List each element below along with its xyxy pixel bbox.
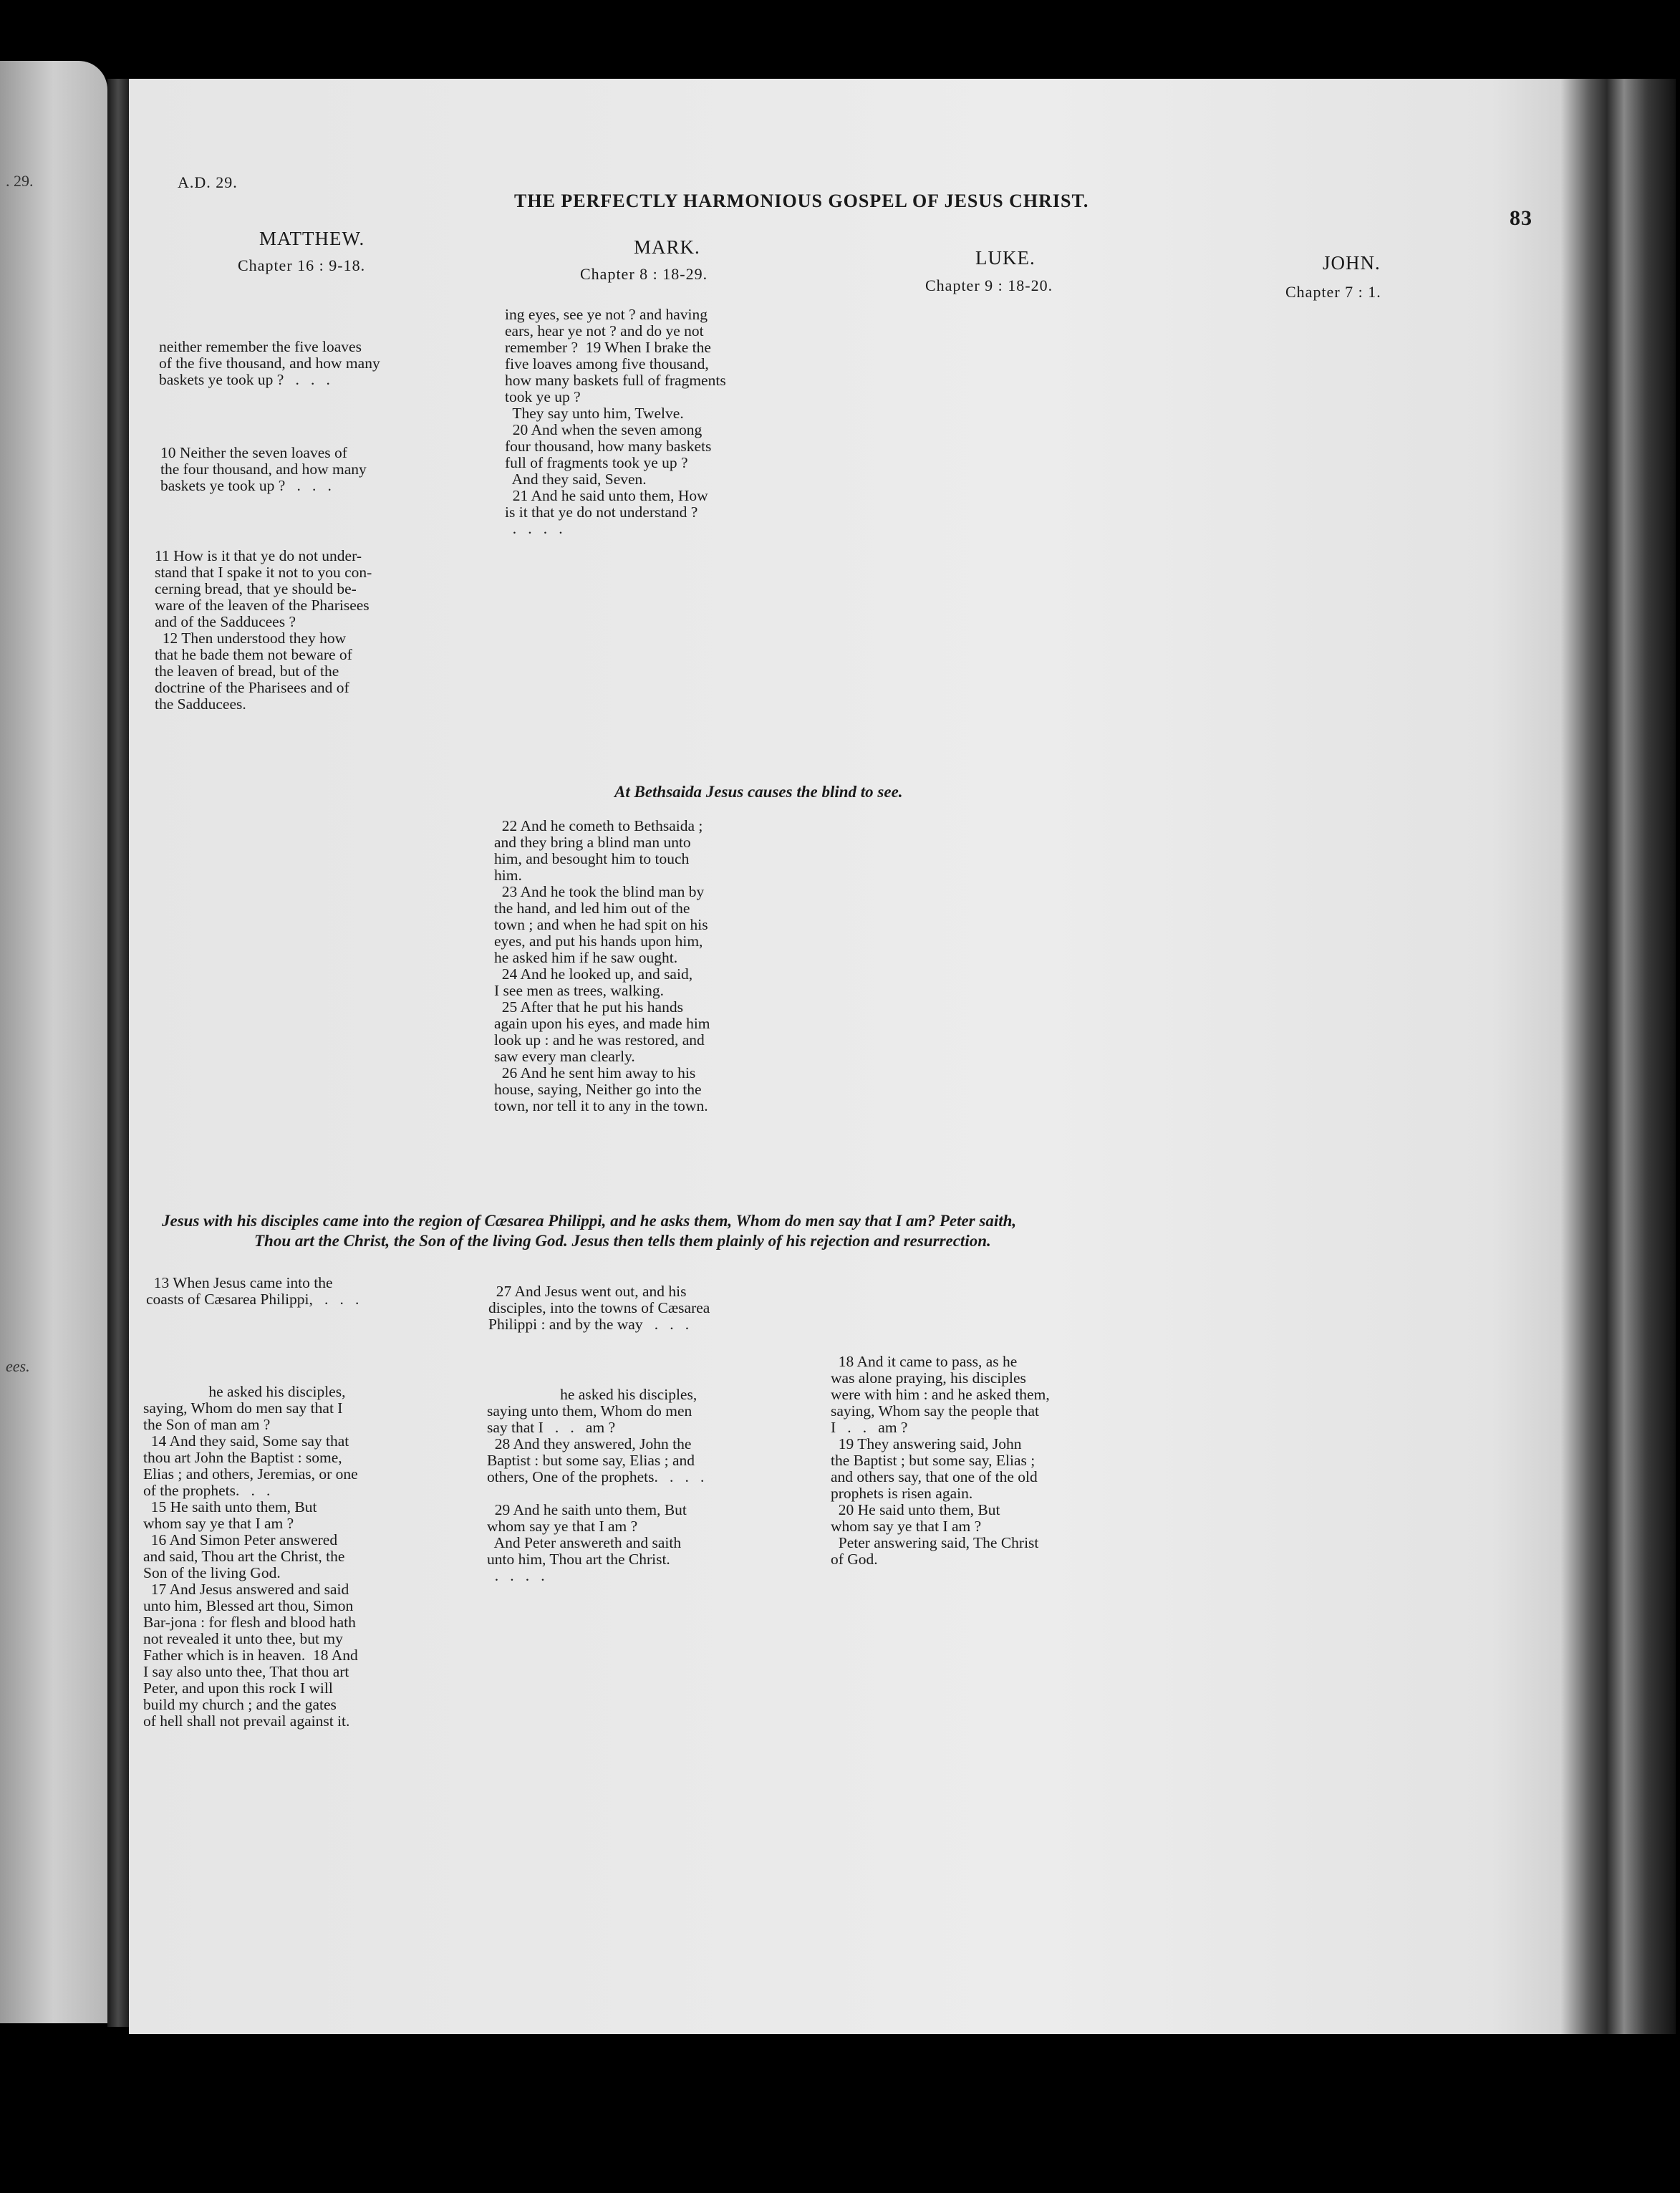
page-number: 83	[1510, 206, 1532, 230]
running-head-date: A.D. 29.	[178, 173, 238, 191]
matthew-text-block: 13 When Jesus came into the coasts of Cæsarea Philippi, . . .	[146, 1274, 359, 1308]
page-edge-shadow	[1561, 79, 1676, 2034]
running-head-title: THE PERFECTLY HARMONIOUS GOSPEL OF JESUS CHRIST.	[514, 191, 1089, 211]
column-chapter-mark: Chapter 8 : 18-29.	[580, 265, 708, 283]
left-page-margin-text: ees.	[6, 1357, 30, 1375]
left-page	[0, 61, 107, 2023]
section-heading: Thou art the Christ, the Son of the living God. Jesus then tells them plainly of his rejection and resurrection.	[254, 1232, 991, 1250]
column-heading-luke: LUKE.	[975, 247, 1035, 269]
column-heading-john: JOHN.	[1323, 252, 1381, 274]
column-chapter-matthew: Chapter 16 : 9-18.	[238, 256, 366, 274]
matthew-text-block: he asked his disciples, saying, Whom do men say that I the Son of man am ? 14 And they said, Some say that thou art John the Baptist : some, Elias ; and others, Jeremias, or one of the prophets. . . 15 He saith unto them, But whom say ye that I am ? 16 And Simon Peter answered and said, Thou art the Christ, the Son of the living God. 17 And Jesus answered and said unto him, Blessed art thou, Simon Bar-jona : for flesh and blood hath not revealed it unto thee, but my Father which is in heaven. 18 And I say also unto thee, That thou art Peter, and upon this rock I will build my church ; and the gates of hell shall not prevail against it.	[143, 1383, 358, 1730]
matthew-text-block: 10 Neither the seven loaves of the four thousand, and how many baskets ye took up ? . . .	[160, 444, 367, 494]
mark-text-block: 27 And Jesus went out, and his disciples, into the towns of Cæsarea Philippi : and by the way . . .	[488, 1283, 710, 1333]
matthew-text-block: 11 How is it that ye do not under- stand that I spake it not to you con- cerning bread, that ye should be- ware of the leaven of the Pharisees and of the Sadducees ? 12 Then understood they how that he bade them not beware of the leaven of bread, but of the doctrine of the Pharisees and of the Sadducees.	[155, 547, 372, 713]
column-heading-matthew: MATTHEW.	[259, 228, 365, 249]
book-spine	[107, 79, 129, 2027]
column-heading-mark: MARK.	[634, 236, 700, 258]
left-page-running-head: . 29.	[6, 172, 34, 190]
mark-text-block: ing eyes, see ye not ? and having ears, hear ye not ? and do ye not remember ? 19 When I brake the five loaves among five thousand, how many baskets full of fragments took ye up ? They say unto him, Twelve. 20 And when the seven among four thousand, how many baskets full of fragments took ye up ? And they said, Seven. 21 And he said unto them, How is it that ye do not understand ? . . . .	[505, 306, 726, 537]
column-chapter-luke: Chapter 9 : 18-20.	[925, 276, 1053, 294]
section-heading: At Bethsaida Jesus causes the blind to see.	[614, 783, 903, 801]
mark-text-block: 22 And he cometh to Bethsaida ; and they bring a blind man unto him, and besought him to touch him. 23 And he took the blind man by the hand, and led him out of the town ; and when he had spit on his eyes, and put his hands upon him, he asked him if he saw ought. 24 And he looked up, and said, I see men as trees, walking. 25 After that he put his hands again upon his eyes, and made him look up : and he was restored, and saw every man clearly. 26 And he sent him away to his house, saying, Neither go into the town, nor tell it to any in the town.	[494, 817, 710, 1114]
column-chapter-john: Chapter 7 : 1.	[1285, 283, 1381, 301]
section-heading: Jesus with his disciples came into the region of Cæsarea Philippi, and he asks them, Whom do men say that I am? Peter saith,	[162, 1212, 1017, 1230]
matthew-text-block: neither remember the five loaves of the five thousand, and how many baskets ye took up ? . . .	[159, 338, 380, 388]
luke-text-block: 18 And it came to pass, as he was alone praying, his disciples were with him : and he asked them, saying, Whom say the people that I . . am ? 19 They answering said, John the Baptist ; but some say, Elias ; and others say, that one of the old prophets is risen again. 20 He said unto them, But whom say ye that I am ? Peter answering said, The Christ of God.	[831, 1353, 1050, 1568]
mark-text-block: he asked his disciples, saying unto them, Whom do men say that I . . am ? 28 And they answered, John the Baptist : but some say, Elias ; and others, One of the prophets. . . . 29 And he saith unto them, But whom say ye that I am ? And Peter answereth and saith unto him, Thou art the Christ. . . . .	[487, 1386, 705, 1584]
